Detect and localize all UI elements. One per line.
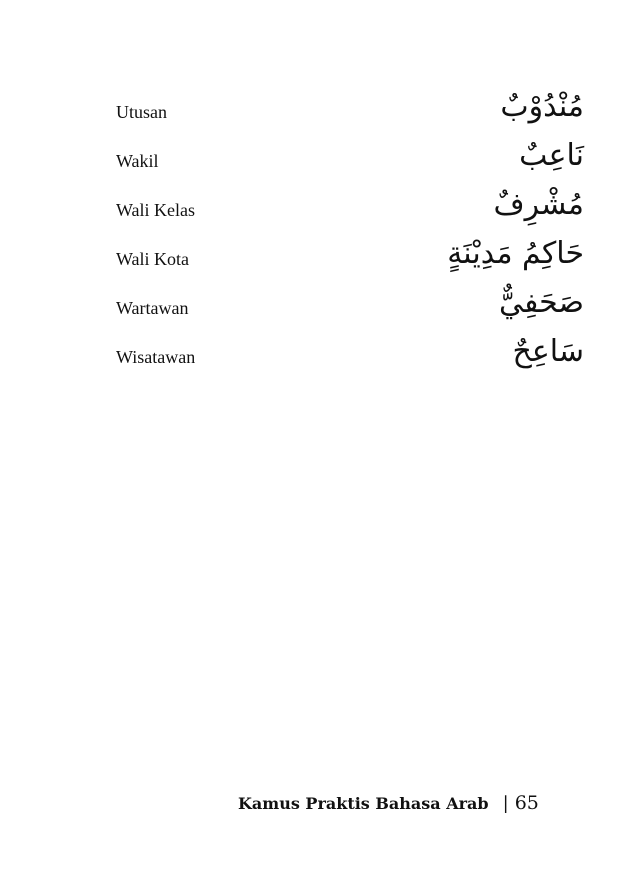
book-title: Kamus Praktis Bahasa Arab [238,794,489,813]
arabic-word: صَحَفِيٌّ [498,285,584,320]
vocabulary-entry [116,82,584,131]
indonesian-word: Wali Kelas [116,200,196,220]
indonesian-word: Wartawan [116,298,189,318]
arabic-word: سَاعِحٌ [512,334,584,369]
indonesian-word: Wakil [116,151,159,171]
vocabulary-entry [116,229,584,278]
arabic-word: نَاعِبٌ [519,138,584,173]
arabic-word: مُشْرِفٌ [493,187,584,222]
indonesian-word: Wali Kota [116,249,190,269]
indonesian-word: Wisatawan [116,347,196,367]
vocabulary-entry [116,180,584,229]
vocabulary-entry [116,131,584,180]
vocabulary-entry [116,327,584,376]
page-footer [238,792,539,814]
arabic-word: حَاكِمُ مَدِيْنَةٍ [447,236,584,271]
page-number: 65 [514,792,539,814]
arabic-word: مُنْدُوْبٌ [500,89,584,124]
vocabulary-entry [116,278,584,327]
indonesian-word: Utusan [116,102,167,122]
vocabulary-list [116,82,584,376]
footer-separator: | [502,793,509,814]
